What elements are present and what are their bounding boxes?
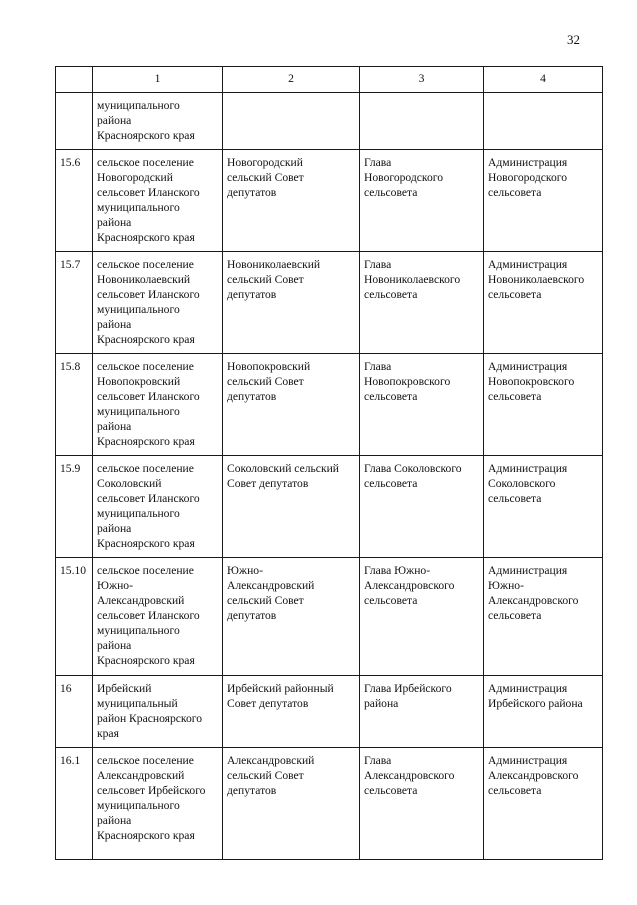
settlement-cell: сельское поселение Новогородский сельсовет Иланского муниципального района Красноярского края <box>93 150 223 252</box>
council-cell <box>223 93 360 150</box>
administration-cell: Администрация Новогородского сельсовета <box>484 150 603 252</box>
table-row <box>56 150 603 252</box>
table-header <box>56 67 603 93</box>
settlement-cell: сельское поселение Новониколаевский сельсовет Иланского муниципального района Красноярского края <box>93 252 223 354</box>
council-cell: Александровский сельский Совет депутатов <box>223 748 360 860</box>
row-number-cell: 15.9 <box>56 456 93 558</box>
settlement-cell: сельское поселение Новопокровский сельсовет Иланского муниципального района Красноярского края <box>93 354 223 456</box>
administration-cell <box>484 93 603 150</box>
council-cell: Новопокровский сельский Совет депутатов <box>223 354 360 456</box>
header-col-3: 3 <box>360 67 484 93</box>
row-number-cell: 15.6 <box>56 150 93 252</box>
head-cell: Глава Соколовского сельсовета <box>360 456 484 558</box>
council-cell: Ирбейский районный Совет депутатов <box>223 676 360 748</box>
head-cell <box>360 93 484 150</box>
table-row <box>56 748 603 860</box>
head-cell: Глава Ирбейского района <box>360 676 484 748</box>
header-number <box>56 67 93 93</box>
row-number-cell: 16.1 <box>56 748 93 860</box>
head-cell: Глава Александровского сельсовета <box>360 748 484 860</box>
settlement-cell: сельское поселение Александровский сельсовет Ирбейского муниципального района Красноярского края <box>93 748 223 860</box>
settlement-cell: муниципального района Красноярского края <box>93 93 223 150</box>
administration-cell: Администрация Южно- Александровского сельсовета <box>484 558 603 676</box>
table-row <box>56 676 603 748</box>
row-number-cell: 15.10 <box>56 558 93 676</box>
header-col-1: 1 <box>93 67 223 93</box>
administration-cell: Администрация Ирбейского района <box>484 676 603 748</box>
table-row <box>56 456 603 558</box>
head-cell: Глава Южно- Александровского сельсовета <box>360 558 484 676</box>
settlement-cell: сельское поселение Соколовский сельсовет Иланского муниципального района Красноярского края <box>93 456 223 558</box>
administration-cell: Администрация Новониколаевского сельсовета <box>484 252 603 354</box>
table-row <box>56 93 603 150</box>
administration-cell: Администрация Новопокровского сельсовета <box>484 354 603 456</box>
table-row <box>56 558 603 676</box>
administration-cell: Администрация Александровского сельсовета <box>484 748 603 860</box>
table-body <box>56 93 603 860</box>
row-number-cell <box>56 93 93 150</box>
settlement-cell: сельское поселение Южно- Александровский сельсовет Иланского муниципального района Красноярского края <box>93 558 223 676</box>
council-cell: Новогородский сельский Совет депутатов <box>223 150 360 252</box>
administration-cell: Администрация Соколовского сельсовета <box>484 456 603 558</box>
settlement-cell: Ирбейский муниципальный район Красноярского края <box>93 676 223 748</box>
header-row <box>56 67 603 93</box>
head-cell: Глава Новогородского сельсовета <box>360 150 484 252</box>
header-col-4: 4 <box>484 67 603 93</box>
row-number-cell: 15.8 <box>56 354 93 456</box>
council-cell: Соколовский сельский Совет депутатов <box>223 456 360 558</box>
row-number-cell: 15.7 <box>56 252 93 354</box>
council-cell: Новониколаевский сельский Совет депутатов <box>223 252 360 354</box>
council-cell: Южно- Александровский сельский Совет депутатов <box>223 558 360 676</box>
header-col-2: 2 <box>223 67 360 93</box>
row-number-cell: 16 <box>56 676 93 748</box>
head-cell: Глава Новониколаевского сельсовета <box>360 252 484 354</box>
municipal-bodies-table <box>55 66 603 860</box>
table-row <box>56 354 603 456</box>
page-number: 32 <box>567 32 580 47</box>
table-row <box>56 252 603 354</box>
head-cell: Глава Новопокровского сельсовета <box>360 354 484 456</box>
